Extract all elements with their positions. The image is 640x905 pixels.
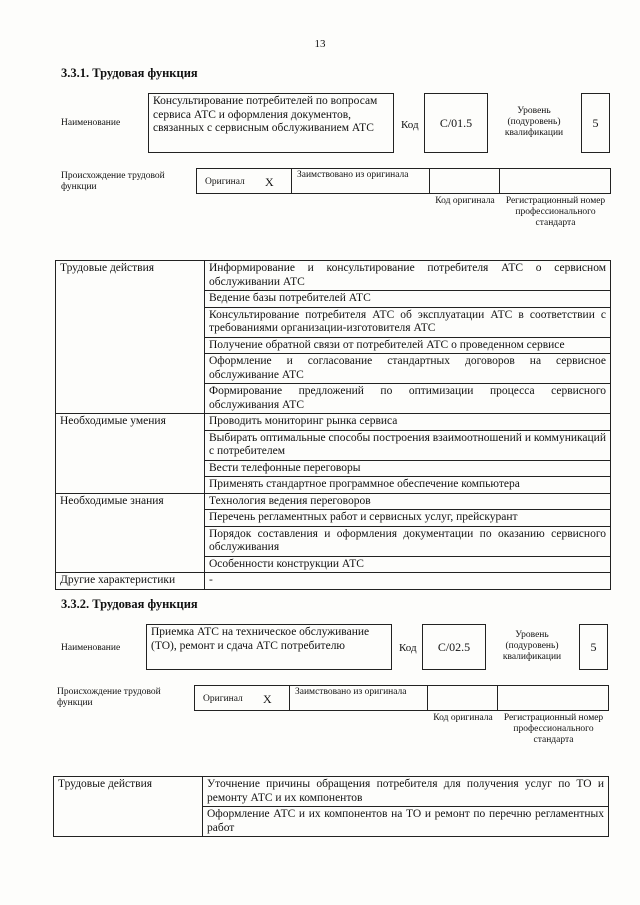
section-heading: 3.3.2. Трудовая функция (61, 597, 198, 611)
origin-code-label: Код оригинала (433, 713, 493, 723)
divider (497, 685, 498, 711)
table-cell: Оформление и согласование стандартных договоров на сервисное обслуживание АТС (205, 354, 611, 384)
table-row (56, 414, 611, 431)
table-cell: Получение обратной связи от потребителей АТС о проведенном сервисе (205, 337, 611, 354)
level-value: 5 (579, 624, 608, 670)
function-name: Приемка АТС на техническое обслуживание (ТО), ремонт и сдача АТС потребителю (146, 624, 392, 670)
table-cell: Информирование и консультирование потребителя АТС о сервисном обслуживании АТС (205, 261, 611, 291)
origin-row (196, 168, 611, 194)
table-cell: Особенности конструкции АТС (205, 556, 611, 573)
table-cell: - (205, 573, 611, 590)
origin-row (194, 685, 609, 711)
table-cell: Выбирать оптимальные способы построения взаимоотношений и коммуникаций с потребителем (205, 430, 611, 460)
code-value: C/02.5 (422, 624, 486, 670)
table-cell: Оформление АТС и их компонентов на ТО и ремонт по перечню регламентных работ (203, 807, 609, 837)
code-label: Код (399, 642, 417, 654)
group-label: Трудовые действия (54, 777, 203, 837)
group-label: Другие характеристики (56, 573, 205, 590)
divider (429, 168, 430, 194)
group-label: Необходимые знания (56, 493, 205, 573)
table-cell: Технология ведения переговоров (205, 493, 611, 510)
table-row (56, 261, 611, 291)
level-label: Уровень (подуровень) квалификации (502, 630, 562, 662)
table-row (56, 573, 611, 590)
level-value: 5 (581, 93, 610, 153)
divider (499, 168, 500, 194)
code-value: C/01.5 (424, 93, 488, 153)
level-label: Уровень (подуровень) квалификации (504, 106, 564, 138)
borrowed-label: Заимствовано из оригинала (295, 687, 407, 697)
divider (427, 685, 428, 711)
group-label: Необходимые умения (56, 414, 205, 494)
borrowed-label: Заимствовано из оригинала (297, 170, 409, 180)
original-mark: X (265, 175, 274, 189)
labor-function-table (53, 776, 609, 837)
original-label: Оригинал (205, 177, 245, 187)
function-name: Консультирование потребителей по вопросам сервиса АТС и оформления документов, связанных с сервисным обслуживанием АТС (148, 93, 394, 153)
table-cell: Применять стандартное программное обеспечение компьютера (205, 477, 611, 494)
code-label: Код (401, 119, 419, 131)
table-cell: Вести телефонные переговоры (205, 460, 611, 477)
original-mark: X (263, 692, 272, 706)
name-label: Наименование (61, 118, 121, 128)
table-cell: Уточнение причины обращения потребителя для получения услуг по ТО и ремонту АТС и их компонентов (203, 777, 609, 807)
origin-code-label: Код оригинала (435, 196, 495, 206)
table-row (56, 493, 611, 510)
name-label: Наименование (61, 643, 121, 653)
group-label: Трудовые действия (56, 261, 205, 414)
original-label: Оригинал (203, 694, 243, 704)
reg-number-label: Регистрационный номер профессионального стандарта (505, 196, 606, 228)
table-cell: Консультирование потребителя АТС об эксплуатации АТС в соответствии с требованиями организации-изготовителя АТС (205, 307, 611, 337)
table-cell: Проводить мониторинг рынка сервиса (205, 414, 611, 431)
table-cell: Формирование предложений по оптимизации процесса сервисного обслуживания АТС (205, 384, 611, 414)
origin-label: Происхождение трудовой функции (57, 687, 161, 708)
labor-function-table (55, 260, 611, 590)
reg-number-label: Регистрационный номер профессионального стандарта (503, 713, 604, 745)
divider (289, 685, 290, 711)
page-number: 13 (314, 38, 326, 50)
table-row (54, 777, 609, 807)
section-heading: 3.3.1. Трудовая функция (61, 66, 198, 80)
divider (291, 168, 292, 194)
table-cell: Перечень регламентных работ и сервисных услуг, прейскурант (205, 510, 611, 527)
origin-label: Происхождение трудовой функции (61, 171, 165, 192)
table-cell: Ведение базы потребителей АТС (205, 291, 611, 308)
table-cell: Порядок составления и оформления документации по оказанию сервисного обслуживания (205, 526, 611, 556)
